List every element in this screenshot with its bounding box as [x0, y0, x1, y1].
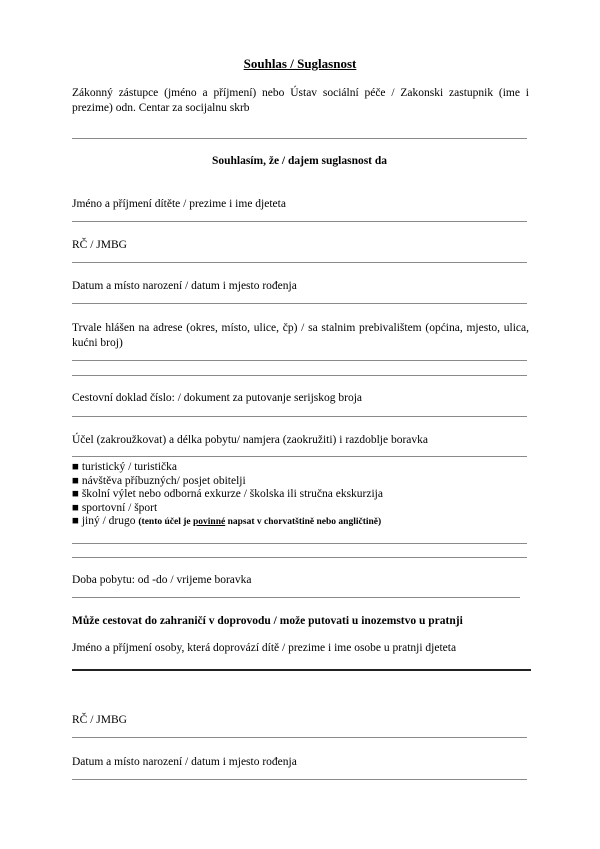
purpose-label: Účel (zakroužkovat) a délka pobytu/ namjera (zaokružiti) i razdoblje boravka	[72, 434, 429, 446]
purpose-field-line[interactable]	[72, 456, 527, 457]
birth-label-child: Datum a místo narození / datum i mjesto rođenja	[72, 280, 297, 292]
address-field-line-1[interactable]	[72, 360, 527, 361]
companion-name-label: Jméno a příjmení osoby, která doprovází dítě / prezime i ime osobe u pratnji djeteta	[72, 642, 457, 654]
address-field-line-2[interactable]	[72, 375, 527, 376]
child-name-field-line[interactable]	[72, 221, 527, 222]
guardian-label: Zákonný zástupce (jméno a příjmení) nebo Ústav sociální péče / Zakonski zastupnik (ime i prezime) odn. Centar za socijalnu skrb	[72, 87, 529, 114]
page-title: Souhlas / Suglasnost	[243, 56, 357, 71]
duration-field-line[interactable]	[72, 597, 520, 598]
consent-heading: Souhlasím, že / dajem suglasnost da	[211, 155, 388, 167]
birth-field-line-companion[interactable]	[72, 779, 527, 780]
purpose-option-school-trip[interactable]: ■ školní výlet nebo odborná exkurze / školska ili stručna ekskurzija	[72, 488, 383, 501]
companion-name-field-line[interactable]	[72, 669, 531, 671]
travel-doc-field-line[interactable]	[72, 416, 527, 417]
other-purpose-field-line-2[interactable]	[72, 557, 527, 558]
address-label: Trvale hlášen na adrese (okres, místo, ulice, čp) / sa stalnim prebivalištem (općina, mjesto, ulica, kućni broj)	[72, 322, 529, 349]
child-name-label: Jméno a příjmení dítěte / prezime i ime djeteta	[72, 198, 286, 210]
other-purpose-field-line-1[interactable]	[72, 543, 527, 544]
travel-doc-label: Cestovní doklad číslo: / dokument za putovanje serijskog broja	[72, 392, 363, 404]
purpose-option-sport[interactable]: ■ sportovní / šport	[72, 501, 158, 514]
rc-label-child: RČ / JMBG	[72, 239, 127, 251]
purpose-option-tourist[interactable]: ■ turistický / turistička	[72, 461, 177, 473]
birth-label-companion: Datum a místo narození / datum i mjesto rođenja	[72, 756, 297, 768]
duration-label: Doba pobytu: od -do / vrijeme boravka	[72, 574, 252, 586]
purpose-option-other[interactable]	[72, 515, 383, 530]
rc-label-companion: RČ / JMBG	[72, 714, 127, 726]
accompany-heading: Může cestovat do zahraničí v doprovodu / može putovati u inozemstvo u pratnji	[72, 615, 463, 627]
purpose-other-note: (tento účel je povinné napsat v chorvatštině nebo angličtině)	[138, 517, 382, 528]
purpose-options-list	[72, 461, 383, 530]
rc-field-line-child[interactable]	[72, 262, 527, 263]
rc-field-line-companion[interactable]	[72, 737, 527, 738]
purpose-option-family-visit[interactable]: ■ návštěva příbuzných/ posjet obitelji	[72, 474, 246, 487]
guardian-field-line[interactable]	[72, 138, 527, 139]
birth-field-line-child[interactable]	[72, 303, 527, 304]
purpose-option-other-label: ■ jiný / drugo	[72, 515, 136, 528]
